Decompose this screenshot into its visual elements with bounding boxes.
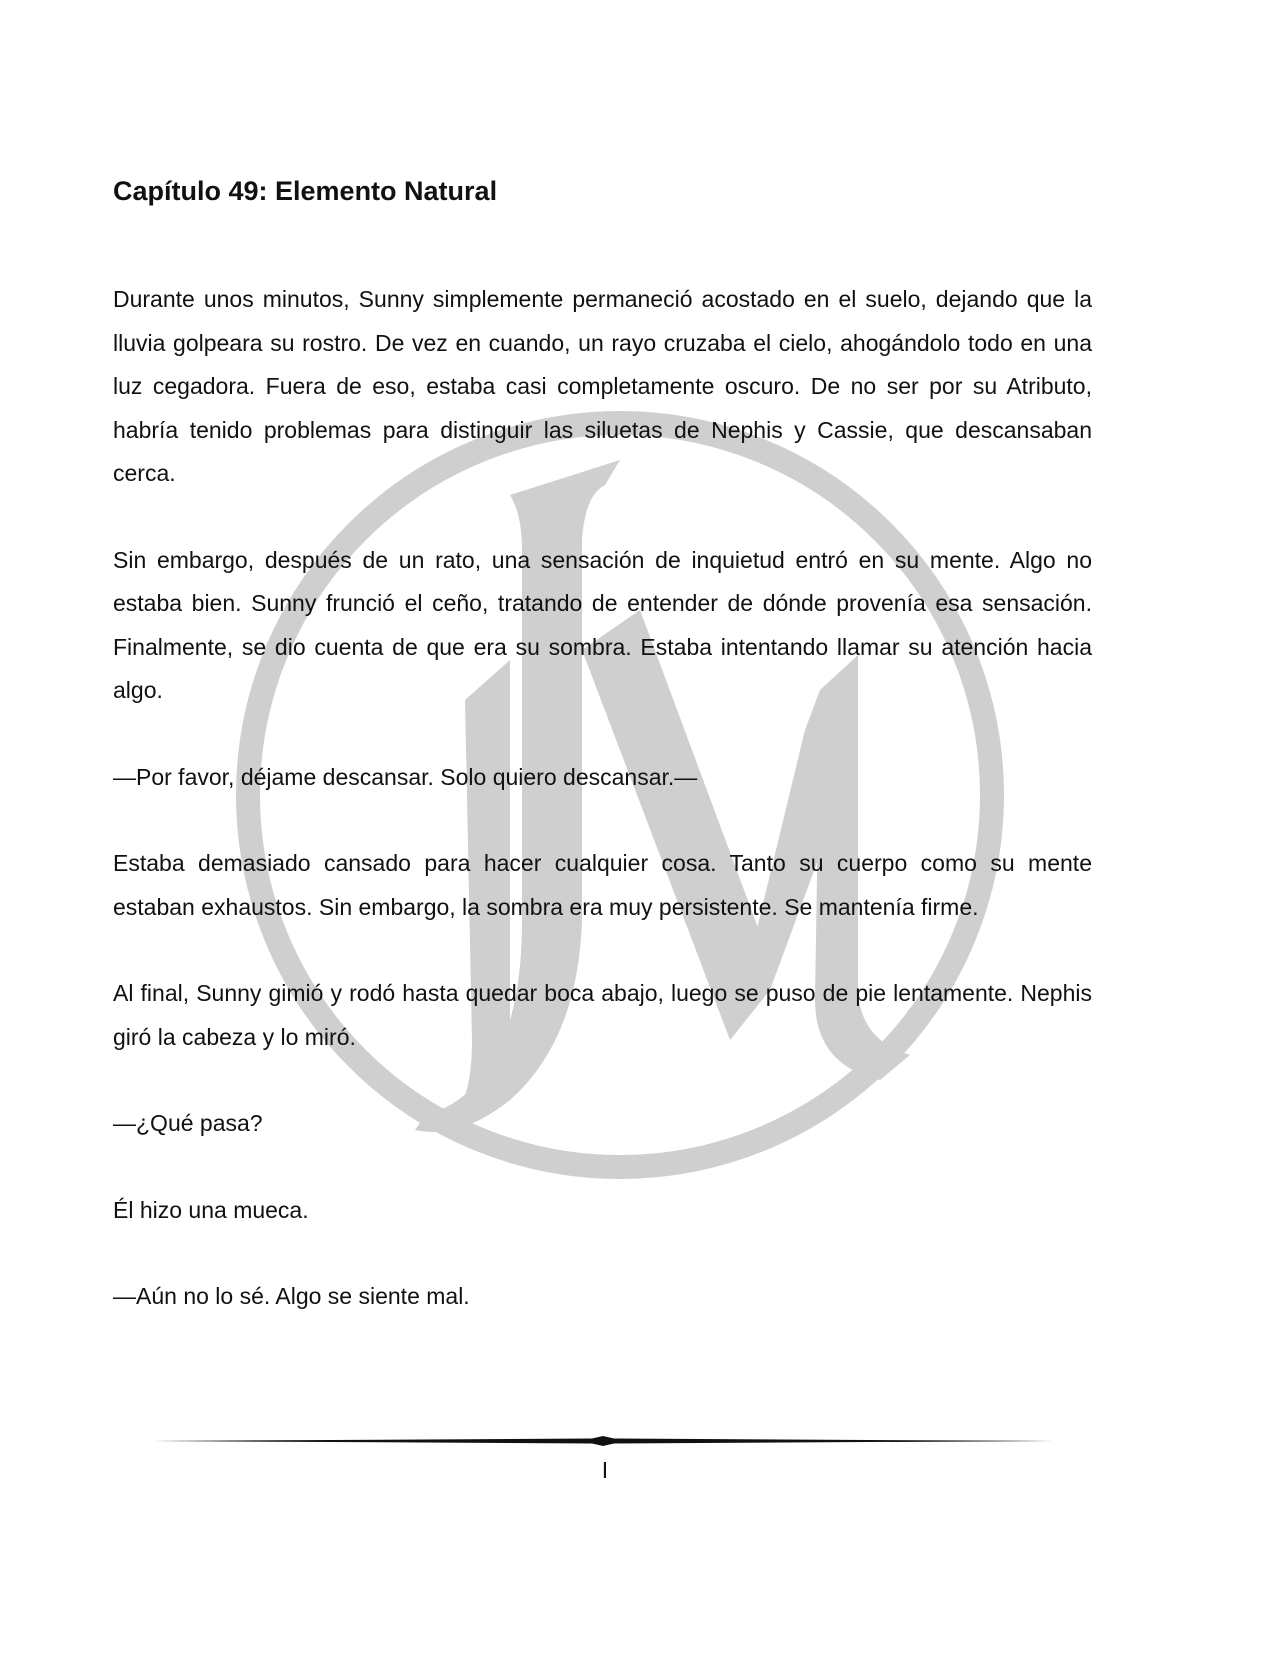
paragraph: Sin embargo, después de un rato, una sensación de inquietud entró en su mente. Algo no estaba bien. Sunny frunció el ceño, tratando de entender de dónde provenía esa sensación. Finalmente, se dio cuenta de que era su sombra. Estaba intentando llamar su atención hacia algo.: [113, 546, 1092, 703]
dialogue-paragraph: —¿Qué pasa?: [113, 1110, 263, 1136]
paragraph: Durante unos minutos, Sunny simplemente permaneció acostado en el suelo, dejando que la lluvia golpeara su rostro. De vez en cuando, un rayo cruzaba el cielo, ahogándolo todo en una luz cegadora. Fuera de eso, estaba casi completamente oscuro. De no ser por su Atributo, habría tenido problemas para distinguir las siluetas de Nephis y Cassie, que descansaban cerca.: [113, 286, 1092, 486]
dialogue-paragraph: —Aún no lo sé. Algo se siente mal.: [113, 1283, 470, 1309]
footer-divider: [152, 1435, 1054, 1447]
paragraph: Al final, Sunny gimió y rodó hasta quedar boca abajo, luego se puso de pie lentamente. Nephis giró la cabeza y lo miró.: [113, 980, 1092, 1050]
dialogue-paragraph: —Por favor, déjame descansar. Solo quiero descansar.—: [113, 763, 698, 790]
chapter-title: Capítulo 49: Elemento Natural: [113, 176, 498, 206]
paragraph: Él hizo una mueca.: [113, 1196, 309, 1223]
paragraph: Estaba demasiado cansado para hacer cualquier cosa. Tanto su cuerpo como su mente estaban exhaustos. Sin embargo, la sombra era muy persistente. Se mantenía firme.: [113, 850, 1092, 920]
page-number: I: [601, 1457, 609, 1483]
chapter-body: [113, 278, 1092, 1362]
